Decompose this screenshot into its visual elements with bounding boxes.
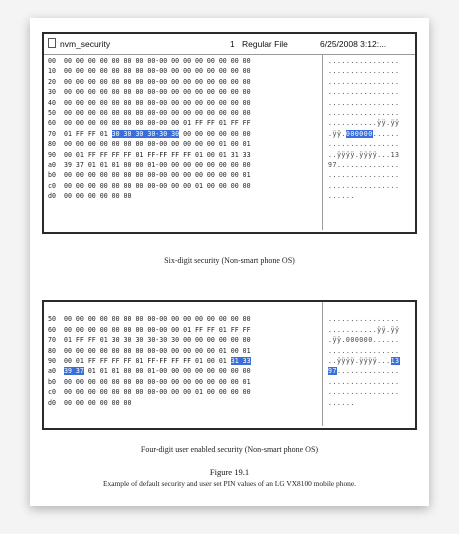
ascii-plain: ..ÿÿÿÿ.ÿÿÿÿ...	[328, 356, 391, 365]
ascii-text	[328, 170, 400, 180]
row-offset: b0	[48, 171, 56, 180]
ascii-plain: ...........ÿÿ.ÿÿ	[328, 325, 400, 334]
ascii-plain: ................	[328, 315, 400, 324]
hex-bytes	[64, 314, 251, 324]
file-list-header	[44, 34, 415, 55]
ascii-text	[328, 56, 400, 66]
ascii-text	[328, 98, 400, 108]
hex-bytes	[64, 139, 251, 149]
ascii-divider	[322, 302, 323, 426]
row-offset: a0	[48, 367, 56, 376]
row-offset: 00	[48, 57, 56, 65]
hex-bytes	[64, 87, 251, 97]
ascii-plain: ................	[328, 77, 400, 86]
hex-bytes-plain: 00 01 FF FF FF FF 01 FF-FF FF FF 01 00 01	[64, 356, 231, 365]
hex-bytes-plain: 00 00 00 00 00 00 00 00-00 00 01 FF FF 01 FF FF	[64, 325, 251, 334]
ascii-selected: 97	[328, 367, 337, 376]
ascii-plain: ................	[328, 171, 400, 180]
row-offset: 70	[48, 129, 56, 138]
ascii-text	[328, 346, 400, 356]
ascii-selected: 13	[390, 356, 400, 365]
ascii-plain: ................	[328, 140, 400, 149]
row-offset: c0	[48, 181, 56, 190]
hex-bytes-plain: 00 00 00 00 00 00 00 00-00 00 01 FF FF 01 FF FF	[64, 119, 251, 128]
ascii-text	[328, 87, 400, 97]
ascii-plain: .ÿÿ.	[328, 129, 346, 138]
hex-bytes-plain: 00 00 00 00 00 00	[179, 129, 251, 138]
hex-bytes-selected: 30 30 30 30-30 30	[111, 129, 180, 138]
row-offset: 80	[48, 346, 56, 355]
hex-bytes-plain: 00 00 00 00 00 00 00 00-00 00 00 00 00 00 00 00	[64, 315, 251, 324]
ascii-text	[328, 118, 400, 128]
row-offset: d0	[48, 398, 56, 407]
row-offset: a0	[48, 160, 56, 169]
ascii-text	[328, 108, 400, 118]
hex-bytes	[64, 98, 251, 108]
ascii-text	[328, 181, 400, 191]
row-offset: 70	[48, 336, 56, 345]
ascii-text	[328, 314, 400, 324]
hex-bytes	[64, 56, 251, 66]
row-offset: c0	[48, 388, 56, 397]
row-offset: 30	[48, 88, 56, 97]
caption-six-digit: Six-digit security (Non-smart phone OS)	[164, 256, 295, 265]
row-offset: b0	[48, 377, 56, 386]
hex-bytes-plain: 00 00 00 00 00 00 00 00-00 00 00 00 00 00 00 00	[64, 67, 251, 76]
hex-bytes-plain: 00 00 00 00 00 00 00 00-00 00 00 00 00 01 00 01	[64, 346, 251, 355]
hex-bytes	[64, 170, 251, 180]
hex-bytes-plain: 00 00 00 00 00 00 00 00-00 00 00 00 00 00 00 00	[64, 57, 251, 65]
hex-bytes-selected: 31 33	[230, 356, 251, 365]
ascii-plain: ................	[328, 98, 400, 107]
ascii-text	[328, 325, 400, 335]
file-count: 1	[230, 39, 235, 49]
hex-bytes-plain: 01 FF FF 01 30 30 30 30-30 30 00 00 00 00 00 00	[64, 336, 251, 345]
hex-bytes-plain: 00 00 00 00 00 00 00 00-00 00 00 00 00 01 00 01	[64, 140, 251, 149]
hex-bytes-plain: 00 00 00 00 00 00 00 00-00 00 00 00 00 00 00 00	[64, 98, 251, 107]
hex-bytes	[64, 387, 251, 397]
hex-bytes	[64, 160, 251, 170]
hex-bytes-plain: 01 FF FF 01	[64, 129, 112, 138]
ascii-text	[328, 387, 400, 397]
hex-bytes	[64, 325, 251, 335]
hex-bytes-plain: 00 00 00 00 00 00 00 00-00 00 00 00 00 00 00 00	[64, 88, 251, 97]
hex-bytes-plain: 00 00 00 00 00 00 00 00-00 00 00 01 00 00 00 00	[64, 181, 251, 190]
row-offset: 50	[48, 108, 56, 117]
hex-bytes-plain: 00 00 00 00 00 00 00 00-00 00 00 00 00 00 00 00	[64, 108, 251, 117]
file-type: Regular File	[242, 39, 288, 49]
ascii-selected: 000000	[345, 129, 373, 138]
row-offset: d0	[48, 192, 56, 201]
hex-bytes-plain: 00 00 00 00 00 00 00 00-00 00 00 00 00 00 00 01	[64, 171, 251, 180]
row-offset: 80	[48, 140, 56, 149]
hex-viewer-window-four-digit	[42, 300, 417, 430]
ascii-text	[328, 150, 400, 160]
hex-bytes	[64, 66, 251, 76]
ascii-plain: ..............	[336, 367, 400, 376]
hex-bytes-plain: 00 00 00 00 00 00	[64, 192, 132, 201]
hex-bytes-plain: 00 00 00 00 00 00 00 00-00 00 00 01 00 00 00 00	[64, 388, 251, 397]
row-offset: 90	[48, 356, 56, 365]
file-icon	[48, 38, 56, 48]
hex-bytes	[64, 118, 251, 128]
hex-bytes-plain: 01 01 01 00 00 01-00 00 00 00 00 00 00 00	[83, 367, 251, 376]
ascii-plain: ................	[328, 67, 400, 76]
hex-bytes-plain: 39 37 01 01 01 00 00 01-00 00 00 00 00 00 00 00	[64, 160, 251, 169]
ascii-text	[328, 377, 400, 387]
hex-bytes-selected: 39 37	[64, 367, 84, 376]
hex-bytes	[64, 377, 251, 387]
ascii-plain: ................	[328, 346, 400, 355]
figure-title: Figure 19.1	[209, 467, 250, 477]
hex-bytes	[64, 181, 251, 191]
hex-bytes	[64, 346, 251, 356]
caption-four-digit: Four-digit user enabled security (Non-smart phone OS)	[140, 445, 319, 454]
ascii-plain: ......	[328, 192, 355, 201]
ascii-plain: ................	[328, 108, 400, 117]
book-page	[30, 18, 429, 506]
ascii-text	[328, 66, 400, 76]
ascii-plain: 97..............	[328, 160, 400, 169]
hex-bytes	[64, 398, 132, 408]
hex-bytes-plain: 00 00 00 00 00 00 00 00-00 00 00 00 00 00 00 00	[64, 77, 251, 86]
figure-description: Example of default security and user set PIN values of an LG VX8100 mobile phone.	[103, 479, 356, 488]
ascii-text	[328, 139, 400, 149]
file-date: 6/25/2008 3:12:...	[320, 39, 387, 49]
ascii-text	[328, 335, 400, 345]
hex-bytes	[64, 191, 132, 201]
hex-bytes-plain: 00 00 00 00 00 00	[64, 398, 132, 407]
row-offset: 20	[48, 77, 56, 86]
ascii-text	[328, 366, 400, 376]
ascii-text	[328, 77, 400, 87]
row-offset: 10	[48, 67, 56, 76]
ascii-plain: ...........ÿÿ.ÿÿ	[328, 119, 400, 128]
ascii-plain: .ÿÿ.000000......	[328, 336, 400, 345]
hex-bytes	[64, 77, 251, 87]
ascii-text	[328, 160, 400, 170]
hex-bytes-plain: 00 00 00 00 00 00 00 00-00 00 00 00 00 00 00 01	[64, 377, 251, 386]
hex-bytes	[64, 150, 251, 160]
ascii-plain: ..ÿÿÿÿ.ÿÿÿÿ...13	[328, 150, 400, 159]
ascii-plain: ................	[328, 88, 400, 97]
ascii-plain: ................	[328, 377, 400, 386]
ascii-plain: ................	[328, 388, 400, 397]
hex-bytes-plain: 00 01 FF FF FF FF 01 FF-FF FF FF 01 00 01 31 33	[64, 150, 251, 159]
row-offset: 50	[48, 315, 56, 324]
hex-bytes	[64, 108, 251, 118]
ascii-plain: ......	[328, 398, 355, 407]
ascii-plain: ................	[328, 57, 400, 65]
hex-bytes	[64, 366, 251, 376]
hex-viewer-window-six-digit	[42, 32, 417, 234]
row-offset: 40	[48, 98, 56, 107]
ascii-text	[328, 129, 400, 139]
ascii-divider	[322, 55, 323, 230]
hex-bytes	[64, 335, 251, 345]
file-name[interactable]: nvm_security	[60, 39, 111, 49]
ascii-text	[328, 356, 400, 366]
hex-bytes	[64, 129, 251, 139]
ascii-text	[328, 398, 355, 408]
hex-bytes	[64, 356, 251, 366]
ascii-text	[328, 191, 355, 201]
ascii-plain: ......	[372, 129, 400, 138]
row-offset: 90	[48, 150, 56, 159]
row-offset: 60	[48, 119, 56, 128]
row-offset: 60	[48, 325, 56, 334]
ascii-plain: ................	[328, 181, 400, 190]
